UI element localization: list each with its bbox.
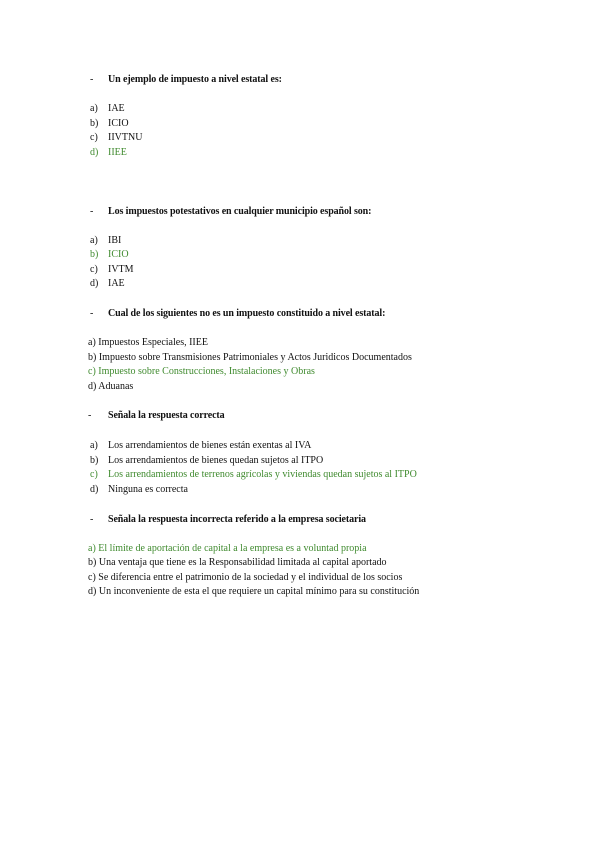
option-d: d) IAE [90,278,125,289]
question-prompt: Un ejemplo de impuesto a nivel estatal es: [108,74,282,85]
question-prompt: Señala la respuesta correcta [108,410,225,421]
option-d: d) Aduanas [88,381,134,392]
option-a: a) Impuestos Especiales, IIEE [88,337,208,348]
bullet-dash: - [90,514,94,525]
option-a: a) Los arrendamientos de bienes están exentas al IVA [90,440,312,451]
option-d: d) Ninguna es correcta [90,484,188,495]
bullet-dash: - [90,206,94,217]
bullet-dash: - [90,308,94,319]
option-a: a) IAE [90,103,125,114]
option-a: a) IBI [90,235,122,246]
option-d-correct: d) IIEE [90,147,127,158]
option-b-correct: b) ICIO [90,249,129,260]
option-c: c) IVTM [90,264,134,275]
option-a-correct: a) El límite de aportación de capital a la empresa es a voluntad propia [88,543,367,554]
option-c: c) IIVTNU [90,132,143,143]
option-c: c) Se diferencia entre el patrimonio de la sociedad y el individual de los socios [88,572,403,583]
option-b: b) Impuesto sobre Transmisiones Patrimoniales y Actos Juridicos Documentados [88,352,412,363]
question-prompt: Señala la respuesta incorrecta referido a la empresa societaria [108,514,366,525]
option-d: d) Un inconveniente de esta el que requiere un capital mínimo para su constitución [88,586,420,597]
question-prompt: Los impuestos potestativos en cualquier municipio español son: [108,206,372,217]
bullet-dash: - [88,410,92,421]
option-b: b) Una ventaja que tiene es la Responsabilidad limitada al capital aportado [88,557,387,568]
option-c-correct: c) Impuesto sobre Construcciones, Instalaciones y Obras [88,366,315,377]
question-prompt: Cual de los siguientes no es un impuesto constituido a nivel estatal: [108,308,386,319]
option-c-correct: c) Los arrendamientos de terrenos agrícolas y viviendas quedan sujetos al ITPO [90,469,417,480]
option-b: b) Los arrendamientos de bienes quedan sujetos al ITPO [90,455,324,466]
option-b: b) ICIO [90,118,129,129]
bullet-dash: - [90,74,94,85]
